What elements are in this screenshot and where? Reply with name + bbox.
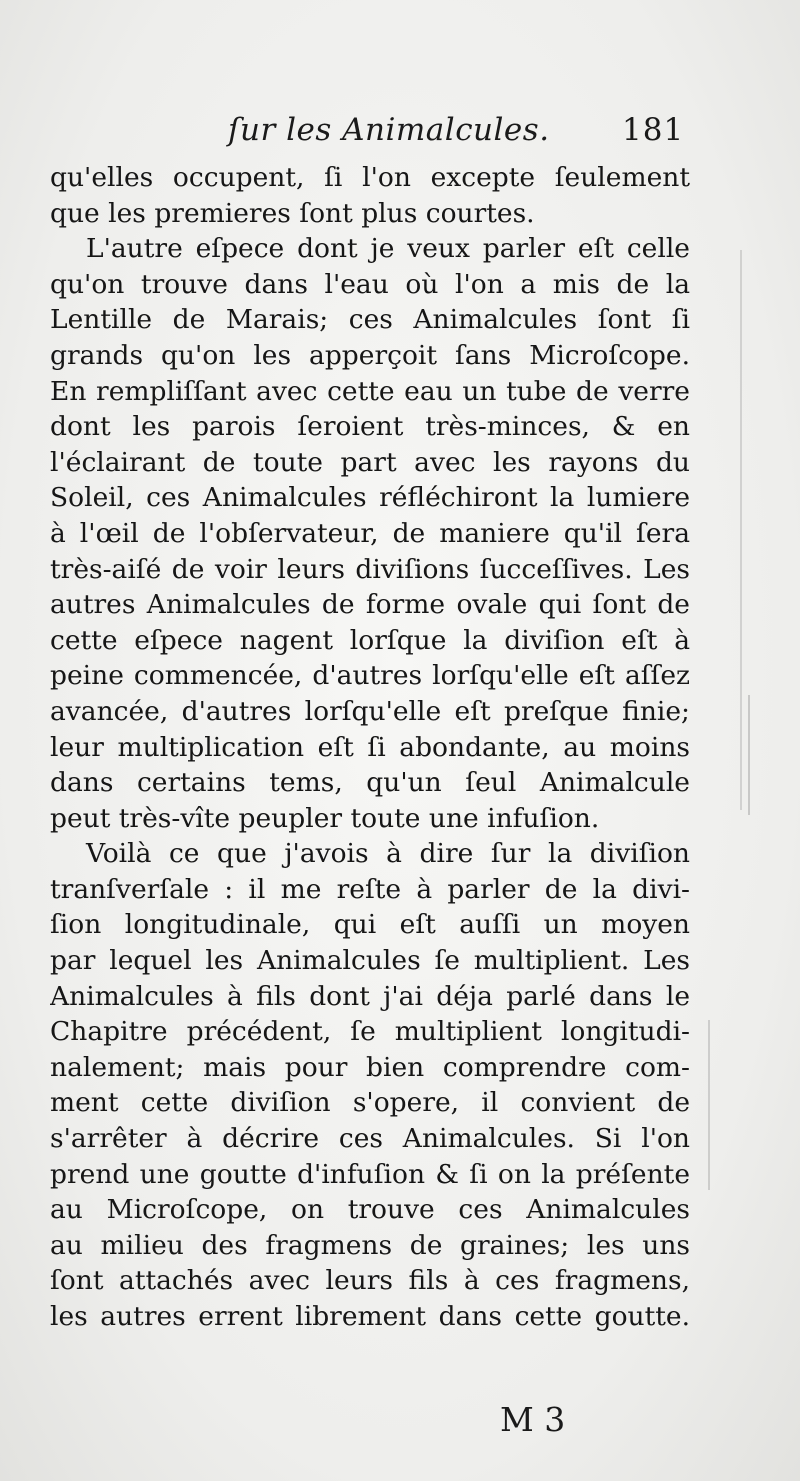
body-text [50,160,690,1335]
paragraph-start-line: L'autre eſpece dont je veux parler eſt celle [86,233,690,265]
text-line: ſont attachés avec leurs fils à ces fragmens, [50,1265,690,1297]
page-header [0,112,800,162]
text-line: tranſverſale : il me reſte à parler de la divi- [50,873,690,905]
text-line: ment cette diviſion s'opere, il convient de [50,1087,690,1119]
text-line: au milieu des fragmens de graines; les uns [50,1229,690,1261]
text-line: à l'œil de l'obſervateur, de maniere qu'il ſera [50,517,690,549]
text-line: les autres errent librement dans cette goutte. [50,1301,690,1332]
running-title: ſur les Animalcules. [228,112,550,148]
text-line: qu'elles occupent, ſi l'on excepte ſeulement [50,162,690,193]
text-line: peine commencée, d'autres lorſqu'elle eſt aſſez [50,660,690,692]
text-line: l'éclairant de toute part avec les rayons du [50,446,690,478]
text-line: s'arrêter à décrire ces Animalcules. Si l'on [50,1123,690,1155]
text-line: dans certains tems, qu'un ſeul Animalcule [50,767,690,799]
text-line: au Microſcope, on trouve ces Animalcules [50,1194,690,1226]
bleed-through-mark [748,695,750,815]
text-line: autres Animalcules de forme ovale qui ſont de [50,589,690,621]
text-line: avancée, d'autres lorſqu'elle eſt preſque finie; [50,695,690,727]
text-line: par lequel les Animalcules ſe multiplient. Les [50,945,690,977]
text-line: En rempliſſant avec cette eau un tube de verre [50,375,690,407]
text-line: Animalcules à fils dont j'ai déja parlé dans le [50,980,690,1012]
text-line: grands qu'on les apperçoit ſans Microſcope. [50,339,690,371]
text-line: dont les parois ſeroient très-minces, & en [50,411,690,443]
text-line: cette eſpece nagent lorſque la diviſion eſt à [50,624,690,656]
text-line: Chapitre précédent, ſe multiplient longitudi- [50,1016,690,1048]
text-line: prend une goutte d'infuſion & ſi on la préſente [50,1158,690,1190]
text-line: qu'on trouve dans l'eau où l'on a mis de la [50,268,690,300]
bleed-through-mark [708,1020,710,1190]
text-line: leur multiplication eſt ſi abondante, au moins [50,731,690,763]
text-line: très-aiſé de voir leurs diviſions ſucceſſives. Les [50,553,690,585]
text-line: ſion longitudinale, qui eſt auſſi un moyen [50,909,690,941]
page-number: 181 [622,112,685,148]
signature-mark: M 3 [500,1400,566,1439]
text-line: nalement; mais pour bien comprendre com- [50,1051,690,1083]
text-line: peut très-vîte peupler toute une infuſion. [50,802,600,834]
text-line: que les premieres ſont plus courtes. [50,197,535,229]
text-line: Lentille de Marais; ces Animalcules ſont ſi [50,304,690,336]
bleed-through-mark [740,250,742,810]
text-line: Soleil, ces Animalcules réfléchiront la lumiere [50,482,690,514]
paragraph-start-line: Voilà ce que j'avois à dire ſur la diviſion [86,838,690,870]
